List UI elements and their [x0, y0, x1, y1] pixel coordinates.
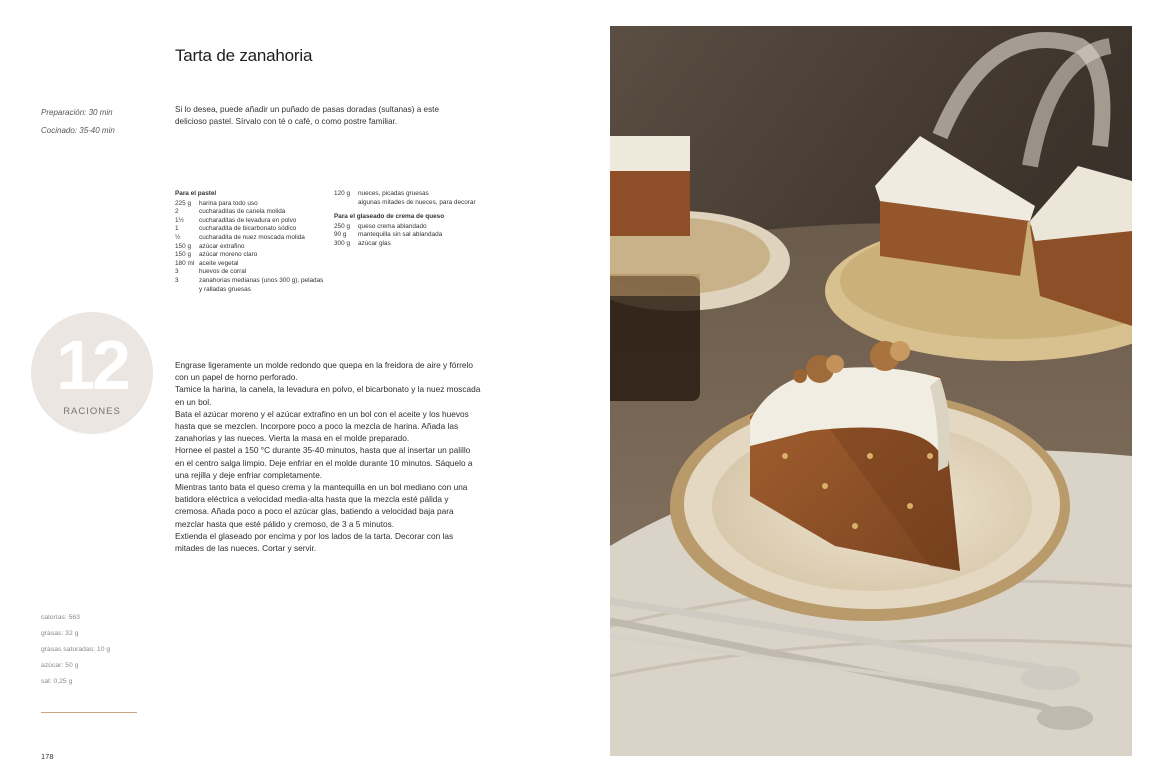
ingredient-quantity: 2 — [175, 208, 179, 216]
ingredient-quantity: 250 g — [334, 222, 350, 230]
ingredient-row — [175, 268, 325, 277]
ingredient-quantity: 3 — [175, 276, 179, 284]
ingredient-row — [334, 240, 479, 249]
divider-rule — [41, 712, 137, 713]
frosting-ingredient-list — [334, 223, 479, 249]
nutrition-item: grasas: 32 g — [41, 630, 79, 637]
ingredient-row — [175, 208, 325, 217]
ingredients-column-1 — [175, 190, 325, 294]
nutrition-item: grasas saturadas: 10 g — [41, 646, 111, 653]
ingredient-row — [334, 190, 479, 199]
prep-time: Preparación: 30 min — [41, 108, 113, 117]
frosting-ingredients-heading: Para el glaseado de crema de queso — [334, 213, 445, 221]
nutrition-info — [41, 610, 110, 690]
ingredient-quantity: ½ — [175, 233, 181, 241]
ingredient-row — [175, 251, 325, 260]
carrot-cake-photo — [610, 26, 1132, 756]
cake-ingredient-list — [175, 200, 325, 295]
method-steps — [175, 359, 481, 554]
ingredient-row — [175, 234, 325, 243]
cake-ingredient-list-continued — [334, 190, 479, 207]
ingredient-row — [175, 217, 325, 226]
cake-ingredients-heading: Para el pastel — [175, 190, 217, 197]
method-step: Mientras tanto bata el queso crema y la mantequilla en un bol mediano con una batidora eléctrica a velocidad media-alta hasta que la mezcla esté pálida y cremosa. Añada poco a poco el azúcar glas, batiendo a velocidad baja para mezclar hasta que esté pálido y cremoso, de 3 a 5 minutos. — [175, 482, 468, 529]
ingredient-row — [175, 225, 325, 234]
ingredient-quantity: 1½ — [175, 216, 184, 224]
cook-time: Cocinado: 35-40 min — [41, 126, 115, 135]
servings-badge — [31, 312, 153, 434]
ingredient-description: azúcar glas — [358, 239, 391, 247]
ingredient-description: cucharadita de nuez moscada molida — [199, 233, 305, 241]
method-step: Extienda el glaseado por encima y por los lados de la tarta. Decorar con las mitades de las nueces. Cortar y servir. — [175, 530, 454, 554]
ingredient-description: nueces, picadas gruesas — [358, 190, 429, 197]
ingredient-row — [334, 231, 479, 240]
method-step: Hornee el pastel a 150 °C durante 35-40 minutos, hasta que al insertar un palillo en el centro salga limpio. Deje enfriar en el molde durante 10 minutos. Sáquelo a una rejilla y deje enfriar completamente. — [175, 445, 473, 480]
nutrition-item: sal: 0,25 g — [41, 678, 73, 685]
ingredient-description: harina para todo uso — [199, 199, 258, 207]
servings-number: 12 — [56, 326, 128, 404]
ingredient-quantity — [334, 199, 358, 208]
ingredient-description: azúcar extrafino — [199, 242, 245, 250]
ingredient-quantity: 120 g — [334, 190, 350, 197]
ingredient-quantity: 150 g — [175, 251, 191, 259]
method-step: Bata el azúcar moreno y el azúcar extrafino en un bol con el aceite y los huevos hasta que se mezclen. Incorpore poco a poco la mezcla de harina. Añada las zanahorias y las nueces. Vierta la masa en el molde preparado. — [175, 408, 469, 444]
ingredient-quantity: 300 g — [334, 239, 350, 247]
ingredient-row — [334, 199, 479, 208]
nutrition-item: azúcar: 50 g — [41, 662, 79, 669]
ingredient-description: azúcar moreno claro — [199, 251, 258, 259]
ingredient-description: mantequilla sin sal ablandada — [358, 231, 443, 239]
recipe-title: Tarta de zanahoria — [175, 46, 313, 65]
page-number: 178 — [41, 752, 54, 761]
ingredient-row — [334, 223, 479, 232]
ingredient-description: cucharaditas de canela molida — [199, 208, 286, 216]
recipe-intro: Si lo desea, puede añadir un puñado de pasas doradas (sultanas) a este delicioso pastel. Sírvalo con té o café, o como postre familiar. — [175, 105, 440, 127]
ingredient-row — [175, 260, 325, 269]
method-step: Tamice la harina, la canela, la levadura en polvo, el bicarbonato y la nuez moscada en un bol. — [175, 384, 481, 407]
ingredient-description: zanahorias medianas (unos 300 g), peladas y ralladas gruesas — [199, 276, 324, 293]
ingredient-description: aceite vegetal — [199, 259, 239, 267]
method-step: Engrase ligeramente un molde redondo que quepa en la freidora de aire y fórrelo con un papel de horno perforado. — [175, 360, 473, 383]
ingredient-row — [175, 243, 325, 252]
ingredients-column-2 — [334, 190, 479, 249]
ingredient-description: huevos de corral — [199, 268, 247, 276]
ingredient-quantity: 90 g — [334, 231, 347, 239]
ingredient-description: queso crema ablandado — [358, 222, 427, 230]
ingredient-description: cucharadita de bicarbonato sódico — [199, 225, 297, 233]
ingredient-quantity: 1 — [175, 225, 179, 233]
ingredient-row — [175, 200, 325, 209]
ingredient-quantity: 180 ml — [175, 259, 195, 267]
ingredient-description: cucharaditas de levadura en polvo — [199, 216, 297, 224]
ingredient-quantity: 225 g — [175, 199, 191, 207]
ingredient-quantity: 150 g — [175, 242, 191, 250]
nutrition-item: calorías: 563 — [41, 614, 80, 621]
ingredient-quantity: 3 — [175, 268, 179, 276]
ingredient-description: algunas mitades de nueces, para decorar — [358, 198, 476, 206]
timing-info — [41, 104, 115, 140]
servings-label: RACIONES — [63, 406, 121, 417]
ingredient-row — [175, 277, 325, 294]
